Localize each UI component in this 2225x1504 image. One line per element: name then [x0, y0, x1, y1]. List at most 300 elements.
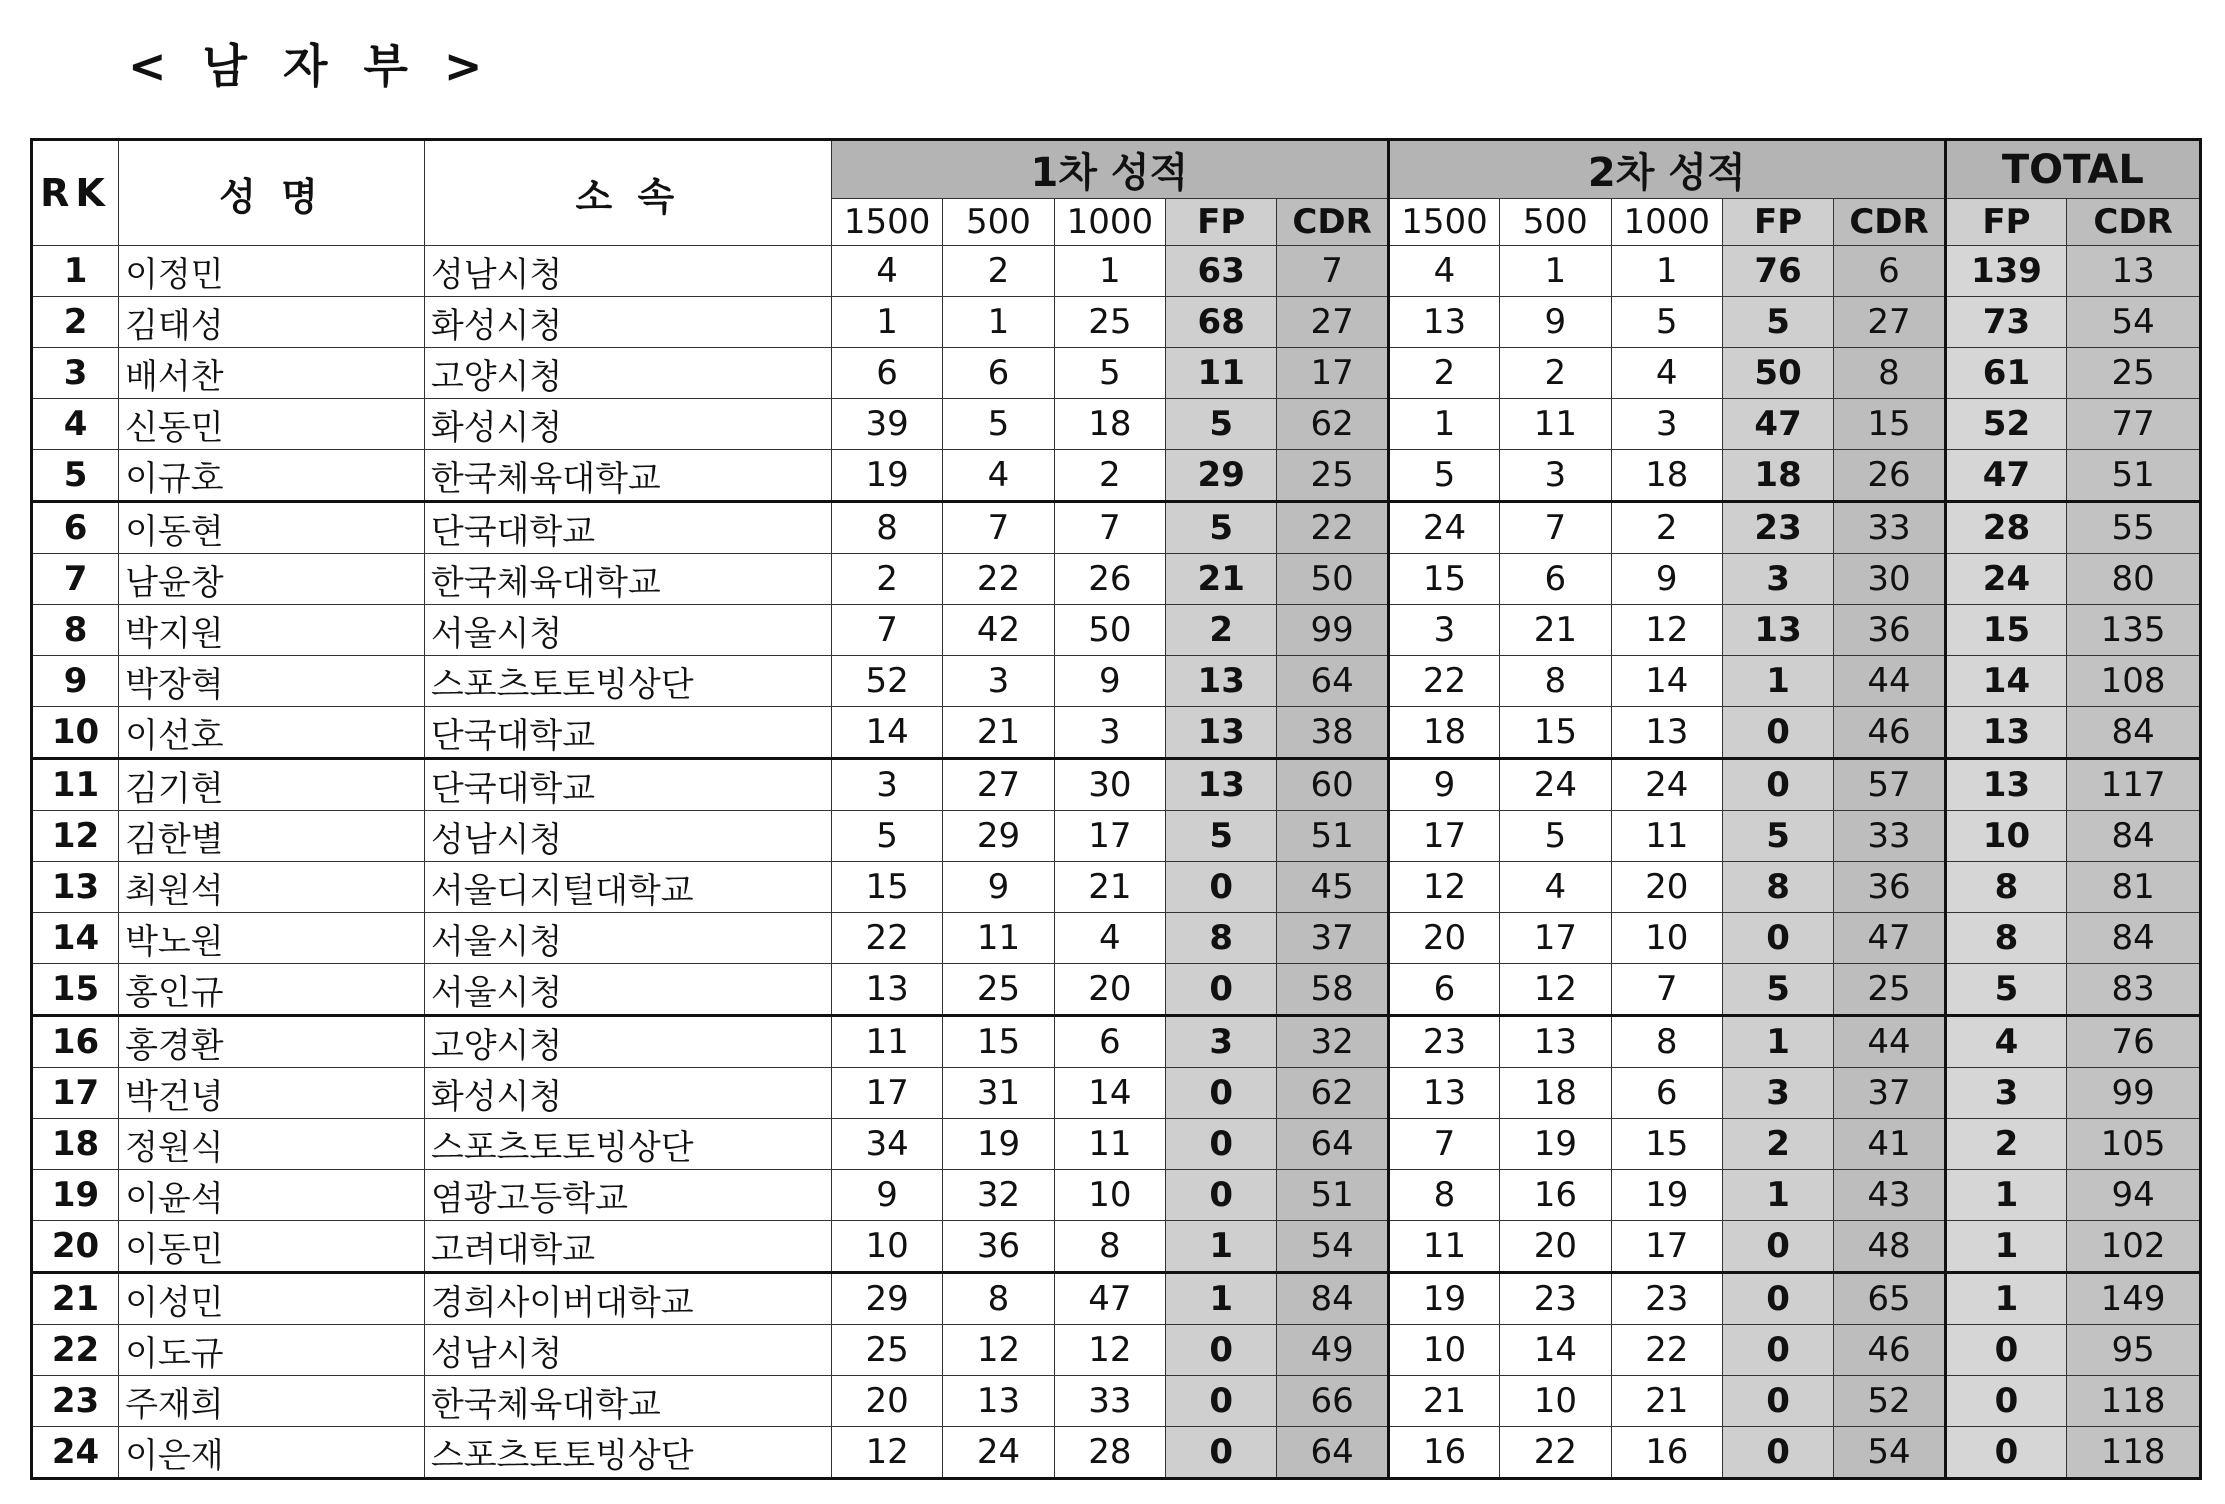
r1-1000-cell: 7: [1054, 502, 1165, 554]
r2-1000-cell: 7: [1611, 964, 1722, 1016]
total-cdr-cell: 51: [2067, 450, 2201, 502]
total-fp-cell: 73: [1945, 297, 2067, 348]
r1-1500-cell: 9: [831, 1170, 942, 1221]
r1-500-cell: 11: [943, 913, 1054, 964]
name-cell: 박노원: [119, 913, 425, 964]
r2-1000-cell: 4: [1611, 348, 1722, 399]
table-row: [32, 1119, 2201, 1170]
r2-fp-cell: 0: [1722, 913, 1833, 964]
total-cdr-cell: 95: [2067, 1325, 2201, 1376]
r2-cdr-cell: 8: [1834, 348, 1945, 399]
r1-1500-cell: 5: [831, 811, 942, 862]
r1-cdr-cell: 27: [1277, 297, 1388, 348]
r1-cdr-cell: 62: [1277, 1068, 1388, 1119]
r1-fp-cell: 21: [1166, 554, 1277, 605]
r1-1000-cell: 18: [1054, 399, 1165, 450]
r1-cdr-cell: 84: [1277, 1273, 1388, 1325]
r1-500-cell: 36: [943, 1221, 1054, 1273]
r1-cdr-cell: 38: [1277, 707, 1388, 759]
r1-1000-cell: 26: [1054, 554, 1165, 605]
total-fp-cell: 28: [1945, 502, 2067, 554]
r2-1000-cell: 21: [1611, 1376, 1722, 1427]
r1-1000-cell: 12: [1054, 1325, 1165, 1376]
r2-1000-cell: 8: [1611, 1016, 1722, 1068]
r1-cdr-cell: 50: [1277, 554, 1388, 605]
r2-fp-cell: 0: [1722, 1221, 1833, 1273]
total-cdr-cell: 81: [2067, 862, 2201, 913]
affiliation-cell: 고려대학교: [424, 1221, 831, 1273]
r2-fp-cell: 8: [1722, 862, 1833, 913]
r1-500-cell: 19: [943, 1119, 1054, 1170]
affiliation-cell: 스포츠토토빙상단: [424, 1119, 831, 1170]
r1-500-cell: 22: [943, 554, 1054, 605]
total-fp-cell: 24: [1945, 554, 2067, 605]
r2-1500-cell: 12: [1388, 862, 1499, 913]
r1-fp-cell: 0: [1166, 1376, 1277, 1427]
r2-fp-cell: 23: [1722, 502, 1833, 554]
r2-1500-cell: 3: [1388, 605, 1499, 656]
rank-cell: 15: [32, 964, 119, 1016]
total-cdr-cell: 149: [2067, 1273, 2201, 1325]
r1-cdr-cell: 17: [1277, 348, 1388, 399]
r1-cdr-cell: 49: [1277, 1325, 1388, 1376]
r1-500-cell: 27: [943, 759, 1054, 811]
r1-fp-cell: 68: [1166, 297, 1277, 348]
r2-1000-cell: 13: [1611, 707, 1722, 759]
rank-cell: 16: [32, 1016, 119, 1068]
name-cell: 배서찬: [119, 348, 425, 399]
r2-fp-cell: 18: [1722, 450, 1833, 502]
rank-cell: 1: [32, 246, 119, 297]
r2-1000-cell: 1: [1611, 246, 1722, 297]
r2-500-cell: 1: [1500, 246, 1611, 297]
table-row: [32, 1273, 2201, 1325]
affiliation-cell: 스포츠토토빙상단: [424, 1427, 831, 1479]
rank-cell: 9: [32, 656, 119, 707]
r1-fp-cell: 63: [1166, 246, 1277, 297]
header-r1-500: 500: [943, 199, 1054, 246]
r2-500-cell: 19: [1500, 1119, 1611, 1170]
r1-500-cell: 2: [943, 246, 1054, 297]
r2-1500-cell: 15: [1388, 554, 1499, 605]
name-cell: 김기현: [119, 759, 425, 811]
r1-cdr-cell: 64: [1277, 1119, 1388, 1170]
total-fp-cell: 8: [1945, 862, 2067, 913]
r2-1000-cell: 15: [1611, 1119, 1722, 1170]
r2-cdr-cell: 26: [1834, 450, 1945, 502]
name-cell: 박건녕: [119, 1068, 425, 1119]
name-cell: 이정민: [119, 246, 425, 297]
r1-1500-cell: 52: [831, 656, 942, 707]
affiliation-cell: 경희사이버대학교: [424, 1273, 831, 1325]
affiliation-cell: 단국대학교: [424, 759, 831, 811]
r1-fp-cell: 0: [1166, 1119, 1277, 1170]
affiliation-cell: 고양시청: [424, 348, 831, 399]
table-row: [32, 399, 2201, 450]
r2-1500-cell: 16: [1388, 1427, 1499, 1479]
r1-500-cell: 31: [943, 1068, 1054, 1119]
total-cdr-cell: 55: [2067, 502, 2201, 554]
total-cdr-cell: 13: [2067, 246, 2201, 297]
r1-1000-cell: 25: [1054, 297, 1165, 348]
r2-1500-cell: 24: [1388, 502, 1499, 554]
rank-cell: 22: [32, 1325, 119, 1376]
r1-fp-cell: 1: [1166, 1273, 1277, 1325]
r2-fp-cell: 2: [1722, 1119, 1833, 1170]
affiliation-cell: 고양시청: [424, 1016, 831, 1068]
affiliation-cell: 성남시청: [424, 811, 831, 862]
r1-500-cell: 13: [943, 1376, 1054, 1427]
r2-1500-cell: 6: [1388, 964, 1499, 1016]
affiliation-cell: 스포츠토토빙상단: [424, 656, 831, 707]
header-r1-1000: 1000: [1054, 199, 1165, 246]
total-fp-cell: 14: [1945, 656, 2067, 707]
r1-500-cell: 29: [943, 811, 1054, 862]
r2-fp-cell: 0: [1722, 759, 1833, 811]
rank-cell: 20: [32, 1221, 119, 1273]
r1-fp-cell: 0: [1166, 1325, 1277, 1376]
name-cell: 박지원: [119, 605, 425, 656]
r1-cdr-cell: 51: [1277, 811, 1388, 862]
r2-cdr-cell: 52: [1834, 1376, 1945, 1427]
affiliation-cell: 성남시청: [424, 1325, 831, 1376]
total-cdr-cell: 25: [2067, 348, 2201, 399]
r2-1500-cell: 9: [1388, 759, 1499, 811]
r2-1500-cell: 5: [1388, 450, 1499, 502]
total-cdr-cell: 117: [2067, 759, 2201, 811]
affiliation-cell: 서울시청: [424, 964, 831, 1016]
header-r2-1500: 1500: [1388, 199, 1499, 246]
total-cdr-cell: 84: [2067, 811, 2201, 862]
r1-1500-cell: 39: [831, 399, 942, 450]
r1-500-cell: 4: [943, 450, 1054, 502]
r1-cdr-cell: 64: [1277, 1427, 1388, 1479]
table-row: [32, 862, 2201, 913]
r2-500-cell: 2: [1500, 348, 1611, 399]
name-cell: 홍경환: [119, 1016, 425, 1068]
r2-1500-cell: 20: [1388, 913, 1499, 964]
r1-cdr-cell: 7: [1277, 246, 1388, 297]
r2-1000-cell: 17: [1611, 1221, 1722, 1273]
total-cdr-cell: 76: [2067, 1016, 2201, 1068]
header-round2: 2차 성적: [1388, 140, 1945, 199]
r1-1500-cell: 10: [831, 1221, 942, 1273]
table-row: [32, 1016, 2201, 1068]
r2-500-cell: 15: [1500, 707, 1611, 759]
total-fp-cell: 52: [1945, 399, 2067, 450]
total-fp-cell: 47: [1945, 450, 2067, 502]
total-fp-cell: 13: [1945, 759, 2067, 811]
r2-1000-cell: 11: [1611, 811, 1722, 862]
r2-fp-cell: 3: [1722, 554, 1833, 605]
results-body: [32, 246, 2201, 1479]
table-row: [32, 913, 2201, 964]
total-cdr-cell: 99: [2067, 1068, 2201, 1119]
r1-fp-cell: 5: [1166, 399, 1277, 450]
total-cdr-cell: 108: [2067, 656, 2201, 707]
r2-cdr-cell: 6: [1834, 246, 1945, 297]
r1-1000-cell: 11: [1054, 1119, 1165, 1170]
r2-fp-cell: 5: [1722, 297, 1833, 348]
total-cdr-cell: 118: [2067, 1427, 2201, 1479]
total-cdr-cell: 105: [2067, 1119, 2201, 1170]
affiliation-cell: 한국체육대학교: [424, 450, 831, 502]
rank-cell: 12: [32, 811, 119, 862]
name-cell: 김태성: [119, 297, 425, 348]
r1-500-cell: 1: [943, 297, 1054, 348]
r2-500-cell: 17: [1500, 913, 1611, 964]
name-cell: 이성민: [119, 1273, 425, 1325]
r1-1000-cell: 3: [1054, 707, 1165, 759]
r2-cdr-cell: 54: [1834, 1427, 1945, 1479]
r1-1500-cell: 7: [831, 605, 942, 656]
r2-fp-cell: 3: [1722, 1068, 1833, 1119]
total-fp-cell: 10: [1945, 811, 2067, 862]
r2-500-cell: 11: [1500, 399, 1611, 450]
total-fp-cell: 0: [1945, 1427, 2067, 1479]
r2-cdr-cell: 44: [1834, 656, 1945, 707]
affiliation-cell: 화성시청: [424, 399, 831, 450]
r1-fp-cell: 8: [1166, 913, 1277, 964]
table-row: [32, 246, 2201, 297]
header-r2-1000: 1000: [1611, 199, 1722, 246]
r1-1500-cell: 3: [831, 759, 942, 811]
r2-cdr-cell: 33: [1834, 502, 1945, 554]
r1-1000-cell: 6: [1054, 1016, 1165, 1068]
total-fp-cell: 13: [1945, 707, 2067, 759]
r1-1500-cell: 1: [831, 297, 942, 348]
r2-fp-cell: 1: [1722, 1170, 1833, 1221]
r2-1500-cell: 17: [1388, 811, 1499, 862]
r2-fp-cell: 0: [1722, 1376, 1833, 1427]
header-r2-500: 500: [1500, 199, 1611, 246]
r1-1000-cell: 5: [1054, 348, 1165, 399]
r2-1000-cell: 18: [1611, 450, 1722, 502]
r1-1500-cell: 34: [831, 1119, 942, 1170]
r1-fp-cell: 0: [1166, 1068, 1277, 1119]
r2-500-cell: 21: [1500, 605, 1611, 656]
total-fp-cell: 4: [1945, 1016, 2067, 1068]
name-cell: 홍인규: [119, 964, 425, 1016]
table-row: [32, 811, 2201, 862]
r2-1000-cell: 20: [1611, 862, 1722, 913]
r2-fp-cell: 1: [1722, 1016, 1833, 1068]
table-row: [32, 707, 2201, 759]
r2-cdr-cell: 41: [1834, 1119, 1945, 1170]
total-cdr-cell: 94: [2067, 1170, 2201, 1221]
name-cell: 김한별: [119, 811, 425, 862]
r2-cdr-cell: 65: [1834, 1273, 1945, 1325]
header-r1-fp: FP: [1166, 199, 1277, 246]
r1-500-cell: 8: [943, 1273, 1054, 1325]
r1-1000-cell: 1: [1054, 246, 1165, 297]
table-row: [32, 1376, 2201, 1427]
rank-cell: 10: [32, 707, 119, 759]
rank-cell: 24: [32, 1427, 119, 1479]
r2-500-cell: 3: [1500, 450, 1611, 502]
total-fp-cell: 0: [1945, 1376, 2067, 1427]
total-cdr-cell: 118: [2067, 1376, 2201, 1427]
r2-cdr-cell: 27: [1834, 297, 1945, 348]
r2-500-cell: 24: [1500, 759, 1611, 811]
r1-1500-cell: 13: [831, 964, 942, 1016]
r1-1000-cell: 10: [1054, 1170, 1165, 1221]
r2-cdr-cell: 25: [1834, 964, 1945, 1016]
r2-1500-cell: 10: [1388, 1325, 1499, 1376]
rank-cell: 11: [32, 759, 119, 811]
total-cdr-cell: 80: [2067, 554, 2201, 605]
r1-1500-cell: 29: [831, 1273, 942, 1325]
r1-cdr-cell: 54: [1277, 1221, 1388, 1273]
r1-cdr-cell: 25: [1277, 450, 1388, 502]
affiliation-cell: 단국대학교: [424, 502, 831, 554]
rank-cell: 5: [32, 450, 119, 502]
r2-1500-cell: 13: [1388, 1068, 1499, 1119]
table-row: [32, 656, 2201, 707]
table-row: [32, 348, 2201, 399]
total-fp-cell: 3: [1945, 1068, 2067, 1119]
name-cell: 남윤창: [119, 554, 425, 605]
r1-1000-cell: 2: [1054, 450, 1165, 502]
name-cell: 박장혁: [119, 656, 425, 707]
r2-1000-cell: 10: [1611, 913, 1722, 964]
r1-1500-cell: 6: [831, 348, 942, 399]
r1-fp-cell: 11: [1166, 348, 1277, 399]
r1-500-cell: 7: [943, 502, 1054, 554]
table-row: [32, 605, 2201, 656]
r1-fp-cell: 13: [1166, 707, 1277, 759]
affiliation-cell: 서울디지털대학교: [424, 862, 831, 913]
r1-1500-cell: 15: [831, 862, 942, 913]
r1-1000-cell: 17: [1054, 811, 1165, 862]
header-total: TOTAL: [1945, 140, 2200, 199]
header-r2-fp: FP: [1722, 199, 1833, 246]
table-row: [32, 1221, 2201, 1273]
r2-1000-cell: 23: [1611, 1273, 1722, 1325]
r2-cdr-cell: 46: [1834, 707, 1945, 759]
r1-cdr-cell: 60: [1277, 759, 1388, 811]
table-row: [32, 759, 2201, 811]
r1-fp-cell: 13: [1166, 759, 1277, 811]
header-round1: 1차 성적: [831, 140, 1388, 199]
r2-fp-cell: 0: [1722, 1427, 1833, 1479]
total-cdr-cell: 135: [2067, 605, 2201, 656]
total-cdr-cell: 102: [2067, 1221, 2201, 1273]
r2-cdr-cell: 15: [1834, 399, 1945, 450]
r2-500-cell: 9: [1500, 297, 1611, 348]
r2-fp-cell: 0: [1722, 1325, 1833, 1376]
r2-1500-cell: 23: [1388, 1016, 1499, 1068]
r2-1000-cell: 5: [1611, 297, 1722, 348]
total-fp-cell: 1: [1945, 1170, 2067, 1221]
affiliation-cell: 서울시청: [424, 913, 831, 964]
r2-1000-cell: 6: [1611, 1068, 1722, 1119]
r2-500-cell: 20: [1500, 1221, 1611, 1273]
r2-500-cell: 7: [1500, 502, 1611, 554]
r2-500-cell: 8: [1500, 656, 1611, 707]
r2-500-cell: 10: [1500, 1376, 1611, 1427]
table-row: [32, 502, 2201, 554]
r1-500-cell: 25: [943, 964, 1054, 1016]
r1-cdr-cell: 58: [1277, 964, 1388, 1016]
r2-1500-cell: 1: [1388, 399, 1499, 450]
total-fp-cell: 139: [1945, 246, 2067, 297]
total-fp-cell: 1: [1945, 1221, 2067, 1273]
r1-1000-cell: 20: [1054, 964, 1165, 1016]
r1-500-cell: 3: [943, 656, 1054, 707]
r1-1500-cell: 4: [831, 246, 942, 297]
r2-500-cell: 18: [1500, 1068, 1611, 1119]
r1-1000-cell: 47: [1054, 1273, 1165, 1325]
table-row: [32, 1427, 2201, 1479]
header-rank: RK: [32, 140, 119, 246]
r1-cdr-cell: 64: [1277, 656, 1388, 707]
affiliation-cell: 성남시청: [424, 246, 831, 297]
r2-cdr-cell: 43: [1834, 1170, 1945, 1221]
r1-500-cell: 5: [943, 399, 1054, 450]
r2-cdr-cell: 48: [1834, 1221, 1945, 1273]
r1-fp-cell: 29: [1166, 450, 1277, 502]
rank-cell: 13: [32, 862, 119, 913]
r1-1500-cell: 14: [831, 707, 942, 759]
affiliation-cell: 화성시청: [424, 297, 831, 348]
total-fp-cell: 15: [1945, 605, 2067, 656]
r1-1000-cell: 30: [1054, 759, 1165, 811]
affiliation-cell: 화성시청: [424, 1068, 831, 1119]
total-fp-cell: 8: [1945, 913, 2067, 964]
r2-1500-cell: 13: [1388, 297, 1499, 348]
total-cdr-cell: 54: [2067, 297, 2201, 348]
r1-cdr-cell: 51: [1277, 1170, 1388, 1221]
r2-fp-cell: 0: [1722, 1273, 1833, 1325]
total-cdr-cell: 83: [2067, 964, 2201, 1016]
name-cell: 이도규: [119, 1325, 425, 1376]
r2-500-cell: 13: [1500, 1016, 1611, 1068]
header-r1-1500: 1500: [831, 199, 942, 246]
table-row: [32, 1068, 2201, 1119]
r1-cdr-cell: 66: [1277, 1376, 1388, 1427]
r1-500-cell: 24: [943, 1427, 1054, 1479]
r1-fp-cell: 13: [1166, 656, 1277, 707]
r2-cdr-cell: 36: [1834, 605, 1945, 656]
rank-cell: 17: [32, 1068, 119, 1119]
r1-500-cell: 21: [943, 707, 1054, 759]
header-r2-cdr: CDR: [1834, 199, 1945, 246]
rank-cell: 21: [32, 1273, 119, 1325]
r2-1000-cell: 2: [1611, 502, 1722, 554]
r1-1500-cell: 25: [831, 1325, 942, 1376]
results-table: [30, 138, 2202, 1480]
r2-cdr-cell: 57: [1834, 759, 1945, 811]
table-row: [32, 297, 2201, 348]
r2-500-cell: 4: [1500, 862, 1611, 913]
r2-500-cell: 23: [1500, 1273, 1611, 1325]
r2-1000-cell: 22: [1611, 1325, 1722, 1376]
r1-500-cell: 6: [943, 348, 1054, 399]
r1-1000-cell: 33: [1054, 1376, 1165, 1427]
r2-cdr-cell: 46: [1834, 1325, 1945, 1376]
r1-1000-cell: 9: [1054, 656, 1165, 707]
rank-cell: 18: [32, 1119, 119, 1170]
r2-fp-cell: 50: [1722, 348, 1833, 399]
r2-fp-cell: 5: [1722, 811, 1833, 862]
total-fp-cell: 0: [1945, 1325, 2067, 1376]
r1-500-cell: 32: [943, 1170, 1054, 1221]
r2-1000-cell: 3: [1611, 399, 1722, 450]
r2-1500-cell: 7: [1388, 1119, 1499, 1170]
r1-1000-cell: 8: [1054, 1221, 1165, 1273]
affiliation-cell: 한국체육대학교: [424, 554, 831, 605]
